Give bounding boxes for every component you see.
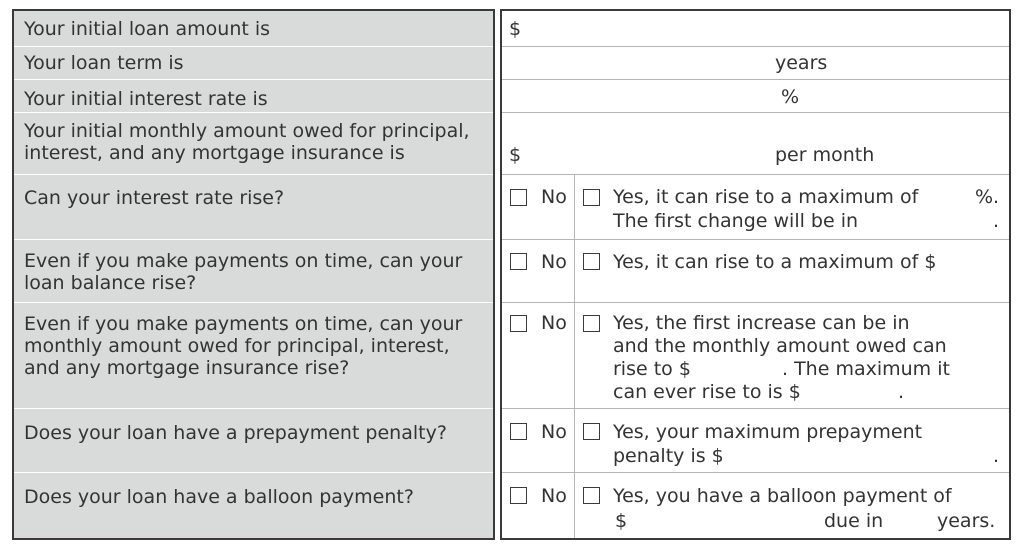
interest-rate-percent-unit: %	[781, 86, 800, 108]
label-rate-rise: Can your interest rate rise?	[24, 187, 285, 209]
answer-row-initial-interest-rate	[502, 80, 1009, 113]
no-yes-divider	[574, 240, 575, 302]
balance-rise-no-checkbox[interactable]	[510, 253, 527, 270]
answer-row-balloon-payment	[502, 473, 1009, 538]
label-balloon-payment: Does your loan have a balloon payment?	[24, 486, 414, 508]
questions-column	[12, 9, 495, 540]
balloon-years: years.	[937, 510, 996, 532]
balloon-no-checkbox[interactable]	[510, 487, 527, 504]
prepayment-yes-checkbox[interactable]	[583, 423, 600, 440]
answer-row-loan-term	[502, 47, 1009, 80]
rate-rise-percent: %.	[975, 186, 1000, 208]
rate-rise-end-period: .	[993, 210, 1000, 232]
label-balance-rise-line2: loan balance rise?	[24, 272, 197, 294]
label-balance-rise-line1: Even if you make payments on time, can your	[24, 250, 463, 272]
loan-term-years-unit: years	[775, 52, 828, 74]
answer-row-rate-rise	[502, 175, 1009, 240]
prepayment-end-period: .	[993, 445, 1000, 467]
label-row-initial-monthly-amount	[14, 113, 493, 175]
answer-row-prepayment-penalty	[502, 409, 1009, 473]
balloon-due-in: due in	[824, 510, 884, 532]
label-row-loan-term	[14, 47, 493, 80]
rate-rise-yes-line2: The first change will be in	[613, 210, 859, 232]
rate-rise-yes-line1: Yes, it can rise to a maximum of	[613, 186, 919, 208]
rate-rise-no-label: No	[541, 186, 567, 208]
monthly-rise-no-checkbox[interactable]	[510, 315, 527, 332]
label-row-balloon-payment	[14, 473, 493, 538]
label-row-prepayment-penalty	[14, 409, 493, 473]
balloon-dollar-sign: $	[615, 510, 628, 532]
label-monthly-rise-line2: monthly amount owed for principal, interest,	[24, 335, 450, 357]
balance-rise-yes-line1: Yes, it can rise to a maximum of $	[613, 251, 937, 273]
monthly-rise-yes-line1: Yes, the first increase can be in	[613, 312, 910, 334]
no-yes-divider	[574, 473, 575, 538]
label-initial-interest-rate: Your initial interest rate is	[24, 88, 268, 110]
answer-row-initial-monthly-amount	[502, 113, 1009, 175]
answers-column	[500, 9, 1011, 540]
no-yes-divider	[574, 303, 575, 408]
monthly-rise-yes-checkbox[interactable]	[583, 315, 600, 332]
monthly-rise-yes-line4: can ever rise to is $	[613, 381, 801, 403]
label-initial-monthly-line1: Your initial monthly amount owed for principal,	[24, 120, 470, 142]
rate-rise-yes-checkbox[interactable]	[583, 189, 600, 206]
answer-row-balance-rise	[502, 240, 1009, 303]
balloon-no-label: No	[541, 485, 567, 507]
rate-rise-no-checkbox[interactable]	[510, 189, 527, 206]
monthly-rise-no-label: No	[541, 312, 567, 334]
label-row-initial-interest-rate	[14, 80, 493, 113]
balloon-yes-checkbox[interactable]	[583, 487, 600, 504]
label-initial-loan-amount: Your initial loan amount is	[24, 18, 271, 40]
prepayment-yes-line2: penalty is $	[613, 445, 724, 467]
label-initial-monthly-line2: interest, and any mortgage insurance is	[24, 142, 405, 164]
label-row-balance-rise	[14, 240, 493, 303]
no-yes-divider	[574, 175, 575, 239]
balance-rise-yes-checkbox[interactable]	[583, 253, 600, 270]
monthly-rise-end-period: .	[898, 381, 905, 403]
prepayment-no-label: No	[541, 421, 567, 443]
label-monthly-rise-line3: and any mortgage insurance rise?	[24, 357, 350, 379]
per-month-unit: per month	[775, 144, 875, 166]
monthly-rise-yes-line3a: rise to $	[613, 358, 691, 380]
monthly-amount-dollar-sign: $	[509, 144, 522, 166]
monthly-rise-yes-line3b: . The maximum it	[782, 358, 950, 380]
no-yes-divider	[574, 409, 575, 472]
prepayment-yes-line1: Yes, your maximum prepayment	[613, 421, 923, 443]
label-monthly-rise-line1: Even if you make payments on time, can your	[24, 313, 463, 335]
balance-rise-no-label: No	[541, 251, 567, 273]
answer-row-initial-loan-amount	[502, 11, 1009, 47]
label-prepayment-penalty: Does your loan have a prepayment penalty?	[24, 422, 447, 444]
label-row-rate-rise	[14, 175, 493, 240]
label-row-monthly-rise	[14, 303, 493, 409]
answer-row-monthly-rise	[502, 303, 1009, 409]
balloon-yes-line1: Yes, you have a balloon payment of	[613, 485, 952, 507]
label-loan-term: Your loan term is	[24, 52, 184, 74]
prepayment-no-checkbox[interactable]	[510, 423, 527, 440]
loan-amount-dollar-sign: $	[509, 18, 522, 40]
label-row-initial-loan-amount	[14, 11, 493, 47]
monthly-rise-yes-line2: and the monthly amount owed can	[613, 335, 947, 357]
